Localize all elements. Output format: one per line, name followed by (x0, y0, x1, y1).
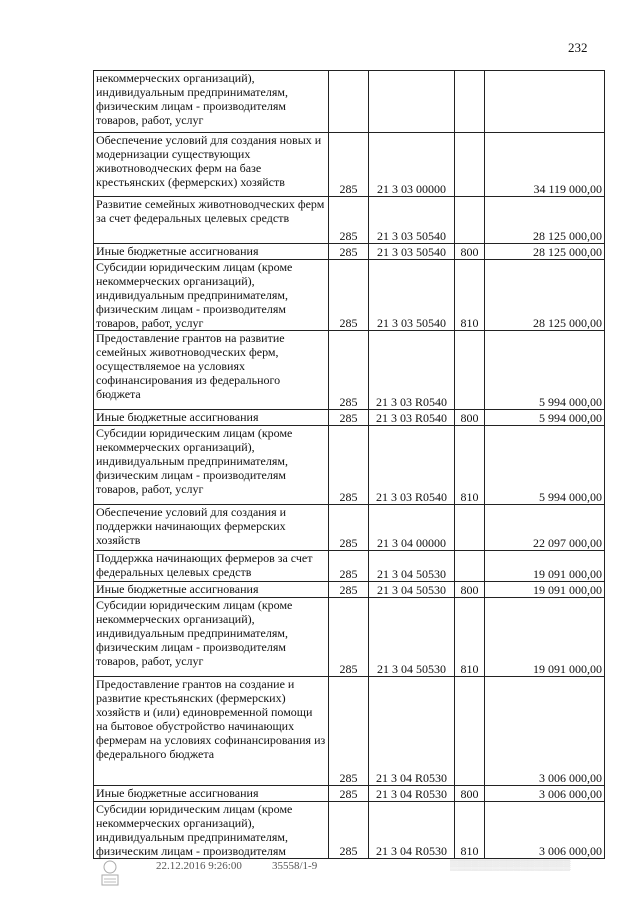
row-vr-code: 810 (455, 260, 485, 331)
row-name: Иные бюджетные ассигнования (94, 786, 329, 802)
table-row (94, 197, 605, 244)
row-grbs-code: 285 (329, 426, 369, 505)
row-name: Иные бюджетные ассигнования (94, 244, 329, 260)
row-vr-code: 800 (455, 410, 485, 426)
row-amount: 19 091 000,00 (485, 551, 605, 582)
row-name: некоммерческих организаций), индивидуальным предпринимателям, физическим лицам - производителям товаров, работ, услуг (94, 71, 329, 133)
row-name: Субсидии юридическим лицам (кроме некоммерческих организаций), индивидуальным предпринимателям, физическим лицам - производителям товаров, работ, услуг (94, 426, 329, 505)
budget-table (93, 70, 605, 859)
row-name: Предоставление грантов на развитие семейных животноводческих ферм, осуществляемое на условиях софинансирования из федерального бюджета (94, 331, 329, 410)
row-amount: 3 006 000,00 (485, 802, 605, 859)
row-vr-code (455, 133, 485, 197)
row-amount: 28 125 000,00 (485, 197, 605, 244)
row-name: Поддержка начинающих фермеров за счет федеральных целевых средств (94, 551, 329, 582)
row-csr-code: 21 3 03 00000 (369, 133, 455, 197)
table-row (94, 260, 605, 331)
row-vr-code (455, 331, 485, 410)
row-vr-code: 800 (455, 786, 485, 802)
row-vr-code: 810 (455, 598, 485, 677)
row-grbs-code: 285 (329, 677, 369, 786)
row-csr-code: 21 3 04 R0530 (369, 786, 455, 802)
row-grbs-code: 285 (329, 260, 369, 331)
table-row (94, 582, 605, 598)
row-grbs-code: 285 (329, 802, 369, 859)
table-row (94, 786, 605, 802)
row-grbs-code: 285 (329, 331, 369, 410)
row-grbs-code: 285 (329, 598, 369, 677)
row-vr-code (455, 197, 485, 244)
table-row (94, 505, 605, 551)
table-row (94, 677, 605, 786)
row-vr-code (455, 505, 485, 551)
row-csr-code: 21 3 03 R0540 (369, 331, 455, 410)
row-grbs-code: 285 (329, 197, 369, 244)
row-amount: 19 091 000,00 (485, 598, 605, 677)
row-csr-code: 21 3 03 50540 (369, 244, 455, 260)
table-row (94, 71, 605, 133)
row-vr-code (455, 551, 485, 582)
row-name: Субсидии юридическим лицам (кроме некоммерческих организаций), индивидуальным предпринимателям, физическим лицам - производителям (94, 802, 329, 859)
row-amount: 34 119 000,00 (485, 133, 605, 197)
row-grbs-code: 285 (329, 244, 369, 260)
row-name: Иные бюджетные ассигнования (94, 410, 329, 426)
table-row (94, 410, 605, 426)
row-amount: 5 994 000,00 (485, 410, 605, 426)
row-name: Обеспечение условий для создания новых и модернизации существующих животноводческих ферм на базе крестьянских (фермерских) хозяйств (94, 133, 329, 197)
footer-faded-text: ▒▒▒▒▒▒▒▒▒▒▒▒▒▒▒▒▒ (450, 860, 571, 871)
row-amount: 28 125 000,00 (485, 244, 605, 260)
row-vr-code (455, 677, 485, 786)
row-grbs-code (329, 71, 369, 133)
row-grbs-code: 285 (329, 133, 369, 197)
row-amount: 28 125 000,00 (485, 260, 605, 331)
footer-timestamp: 22.12.2016 9:26:00 (156, 860, 242, 872)
row-grbs-code: 285 (329, 505, 369, 551)
row-name: Субсидии юридическим лицам (кроме некоммерческих организаций), индивидуальным предпринимателям, физическим лицам - производителям товаров, работ, услуг (94, 598, 329, 677)
table-row (94, 802, 605, 859)
table-row (94, 133, 605, 197)
row-amount: 19 091 000,00 (485, 582, 605, 598)
row-amount: 3 006 000,00 (485, 786, 605, 802)
row-csr-code: 21 3 04 R0530 (369, 802, 455, 859)
table-row (94, 426, 605, 505)
row-name: Предоставление грантов на создание и развитие крестьянских (фермерских) хозяйств и (или) единовременной помощи на бытовое обустройство начинающих фермерам на условиях софинансирования из федерального бюджета (94, 677, 329, 786)
row-csr-code: 21 3 03 50540 (369, 197, 455, 244)
footer-doc-number: 35558/1-9 (272, 860, 318, 872)
row-csr-code: 21 3 04 50530 (369, 582, 455, 598)
row-csr-code (369, 71, 455, 133)
table-row (94, 331, 605, 410)
row-amount (485, 71, 605, 133)
row-grbs-code: 285 (329, 410, 369, 426)
row-name: Иные бюджетные ассигнования (94, 582, 329, 598)
row-amount: 22 097 000,00 (485, 505, 605, 551)
page-number: 232 (568, 40, 588, 55)
row-name: Субсидии юридическим лицам (кроме некоммерческих организаций), индивидуальным предпринимателям, физическим лицам - производителям товаров, работ, услуг (94, 260, 329, 331)
table-row (94, 551, 605, 582)
row-vr-code: 800 (455, 244, 485, 260)
row-csr-code: 21 3 03 R0540 (369, 426, 455, 505)
table-row (94, 598, 605, 677)
stamp-icon (96, 855, 124, 891)
row-csr-code: 21 3 03 50540 (369, 260, 455, 331)
row-amount: 5 994 000,00 (485, 331, 605, 410)
row-csr-code: 21 3 04 R0530 (369, 677, 455, 786)
row-name: Развитие семейных животноводческих ферм за счет федеральных целевых средств (94, 197, 329, 244)
row-grbs-code: 285 (329, 786, 369, 802)
row-amount: 5 994 000,00 (485, 426, 605, 505)
row-csr-code: 21 3 03 R0540 (369, 410, 455, 426)
row-grbs-code: 285 (329, 582, 369, 598)
row-grbs-code: 285 (329, 551, 369, 582)
row-csr-code: 21 3 04 50530 (369, 598, 455, 677)
row-vr-code: 810 (455, 802, 485, 859)
row-vr-code: 800 (455, 582, 485, 598)
row-vr-code (455, 71, 485, 133)
row-amount: 3 006 000,00 (485, 677, 605, 786)
row-vr-code: 810 (455, 426, 485, 505)
row-name: Обеспечение условий для создания и поддержки начинающих фермерских хозяйств (94, 505, 329, 551)
row-csr-code: 21 3 04 00000 (369, 505, 455, 551)
row-csr-code: 21 3 04 50530 (369, 551, 455, 582)
table-row (94, 244, 605, 260)
